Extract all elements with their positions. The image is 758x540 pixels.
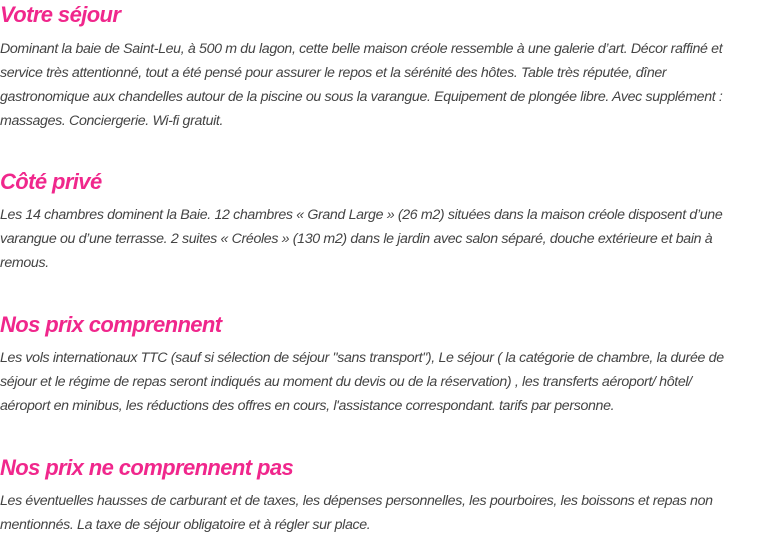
text-line: varangue ou d’une terrasse. 2 suites « Créoles » (130 m2) dans le jardin avec salon séparé, douche extérieure et bain à <box>0 231 713 247</box>
section-body <box>0 489 713 537</box>
section-title: Côté privé <box>0 169 102 194</box>
section-prix-ne-comprennent-pas <box>0 453 713 537</box>
section-body <box>0 37 723 133</box>
text-line: aéroport en minibus, les réductions des offres en cours, l'assistance correspondant. tarifs par personne. <box>0 398 615 414</box>
section-title: Nos prix comprennent <box>0 312 222 337</box>
text-line: service très attentionné, tout a été pensé pour assurer le repos et la sérénité des hôtes. Table très réputée, dîner <box>0 65 667 81</box>
text-line: Les 14 chambres dominent la Baie. 12 chambres « Grand Large » (26 m2) situées dans la maison créole disposent d’une <box>0 207 723 223</box>
section-votre-sejour <box>0 0 723 133</box>
section-prix-comprennent <box>0 310 724 418</box>
text-line: séjour et le régime de repas seront indiqués au moment du devis ou de la réservation) , les transferts aéroport/ hôtel/ <box>0 374 692 390</box>
section-body <box>0 346 724 418</box>
text-line: mentionnés. La taxe de séjour obligatoire et à régler sur place. <box>0 517 371 533</box>
text-line: Les éventuelles hausses de carburant et de taxes, les dépenses personnelles, les pourboires, les boissons et repas non <box>0 493 713 509</box>
text-line: Dominant la baie de Saint-Leu, à 500 m du lagon, cette belle maison créole ressemble à une galerie d’art. Décor raffiné et <box>0 41 723 57</box>
section-title: Nos prix ne comprennent pas <box>0 455 294 480</box>
section-body <box>0 203 722 275</box>
text-line: Les vols internationaux TTC (sauf si sélection de séjour "sans transport"), Le séjour ( la catégorie de chambre, la durée de <box>0 350 724 366</box>
text-line: massages. Conciergerie. Wi-fi gratuit. <box>0 113 224 129</box>
section-cote-prive <box>0 167 722 275</box>
section-title: Votre séjour <box>0 2 121 27</box>
text-line: gastronomique aux chandelles autour de la piscine ou sous la varangue. Equipement de plongée libre. Avec supplément : <box>0 89 723 105</box>
text-line: remous. <box>0 255 49 271</box>
